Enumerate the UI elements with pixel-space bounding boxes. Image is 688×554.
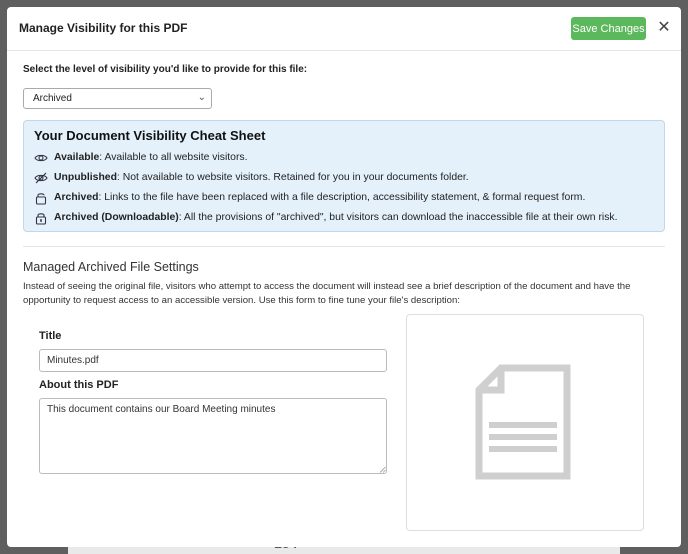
save-changes-button[interactable]: Save Changes	[571, 17, 646, 40]
cheat-term: Archived	[54, 192, 99, 203]
archived-settings-heading: Managed Archived File Settings	[23, 260, 199, 274]
modal-body	[7, 51, 681, 547]
resize-handle-icon[interactable]	[379, 466, 386, 473]
visibility-select[interactable]	[23, 88, 212, 109]
cheat-desc: : Links to the file have been replaced with a file description, accessibility statement, & formal request form.	[98, 192, 586, 203]
about-label: About this PDF	[39, 379, 119, 391]
title-input[interactable]	[39, 349, 387, 372]
cheat-desc: : Not available to website visitors. Retained for you in your documents folder.	[116, 172, 469, 183]
lock-download-icon	[34, 211, 48, 225]
archived-settings-description: Instead of seeing the original file, visitors who attempt to access the document will instead see a brief description of the document and have the opportunity to request access to an accessible version. Use this form to fine tune your file's description:	[23, 281, 631, 306]
cheat-sheet	[23, 120, 665, 232]
cheat-desc: : Available to all website visitors.	[99, 152, 248, 163]
pdf-preview	[406, 314, 644, 531]
cheat-desc: : All the provisions of "archived", but visitors can download the inaccessible file at their own risk.	[178, 212, 618, 223]
visibility-prompt: Select the level of visibility you'd like to provide for this file:	[23, 64, 308, 75]
visibility-selected-value: Archived	[33, 93, 72, 104]
cheat-sheet-title: Your Document Visibility Cheat Sheet	[34, 128, 266, 143]
about-textarea[interactable]	[39, 398, 387, 474]
cheat-term: Archived (Downloadable)	[54, 212, 179, 223]
title-label: Title	[39, 330, 62, 342]
modal-header	[7, 7, 681, 51]
eye-slash-icon	[34, 171, 48, 185]
close-icon[interactable]: ✕	[657, 19, 671, 36]
modal-title: Manage Visibility for this PDF	[19, 21, 188, 35]
lock-icon	[34, 191, 48, 205]
section-divider	[23, 246, 665, 247]
cheat-term: Unpublished	[54, 172, 117, 183]
visibility-modal	[7, 7, 681, 547]
document-icon	[475, 364, 571, 480]
eye-icon	[34, 151, 48, 165]
cheat-term: Available	[54, 152, 100, 163]
chevron-down-icon: ⌄	[197, 92, 206, 103]
